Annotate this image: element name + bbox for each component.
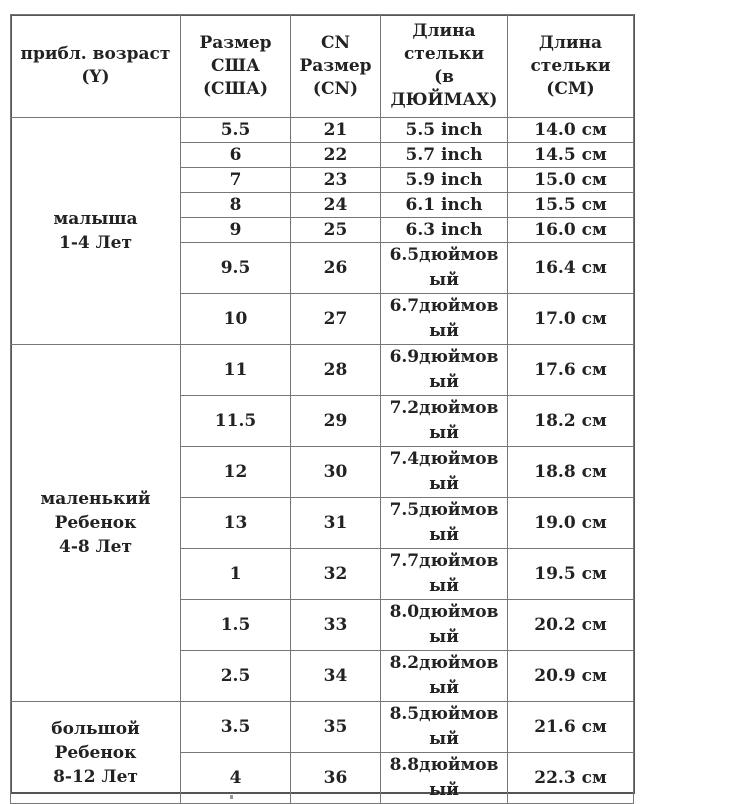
cm-cell: 18.8 см xyxy=(508,447,634,498)
cn-size-cell: 31 xyxy=(291,498,381,549)
cm-cell: 20.9 см xyxy=(508,651,634,702)
cm-cell: 18.2 см xyxy=(508,396,634,447)
us-size-cell: 10 xyxy=(181,294,291,345)
inch-value: 7.5дюймов ый xyxy=(389,500,499,545)
cn-size-cell: 34 xyxy=(291,651,381,702)
cn-size-cell: 32 xyxy=(291,549,381,600)
inch-cell xyxy=(381,243,508,294)
inch-cell xyxy=(381,702,508,753)
cm-cell: 19.0 см xyxy=(508,498,634,549)
cm-cell: 15.0 см xyxy=(508,168,634,193)
cm-cell: 19.5 см xyxy=(508,549,634,600)
cn-size-cell: 36 xyxy=(291,753,381,804)
us-size-cell: 5.5 xyxy=(181,118,291,143)
cn-size-cell: 26 xyxy=(291,243,381,294)
us-size-cell: 13 xyxy=(181,498,291,549)
cn-size-cell: 27 xyxy=(291,294,381,345)
cn-size-cell: 28 xyxy=(291,345,381,396)
cm-cell: 20.2 см xyxy=(508,600,634,651)
inch-cell: 6.1 inch xyxy=(381,193,508,218)
us-size-cell: 9 xyxy=(181,218,291,243)
inch-value: 8.2дюймов ый xyxy=(389,653,499,698)
cn-size-cell: 35 xyxy=(291,702,381,753)
inch-value: 7.2дюймов ый xyxy=(389,398,499,443)
inch-cell xyxy=(381,549,508,600)
header-row xyxy=(11,15,634,118)
us-size-cell: 11.5 xyxy=(181,396,291,447)
cm-cell: 16.0 см xyxy=(508,218,634,243)
cm-cell: 21.6 см xyxy=(508,702,634,753)
us-size-cell: 7 xyxy=(181,168,291,193)
us-size-cell: 6 xyxy=(181,143,291,168)
us-size-cell: 3.5 xyxy=(181,702,291,753)
age-group-cell: малыша 1-4 Лет xyxy=(11,118,181,345)
header-cn-size: CN Размер (CN) xyxy=(291,15,381,118)
inch-value: 7.4дюймов ый xyxy=(389,449,499,494)
inch-cell xyxy=(381,345,508,396)
age-group-cell: большой Ребенок 8-12 Лет xyxy=(11,702,181,804)
inch-value: 8.8дюймов ый xyxy=(389,755,499,800)
inch-value: 6.9дюймов ый xyxy=(389,347,499,392)
us-size-cell: 12 xyxy=(181,447,291,498)
cm-cell: 16.4 см xyxy=(508,243,634,294)
cm-cell: 14.0 см xyxy=(508,118,634,143)
table-row xyxy=(11,118,634,143)
inch-cell xyxy=(381,396,508,447)
us-size-cell: 1.5 xyxy=(181,600,291,651)
inch-value: 8.5дюймов ый xyxy=(389,704,499,749)
inch-cell: 5.7 inch xyxy=(381,143,508,168)
table-row xyxy=(11,702,634,753)
inch-cell: 6.3 inch xyxy=(381,218,508,243)
inch-cell xyxy=(381,753,508,804)
cm-cell: 17.6 см xyxy=(508,345,634,396)
table-row xyxy=(11,345,634,396)
cn-size-cell: 25 xyxy=(291,218,381,243)
cn-size-cell: 21 xyxy=(291,118,381,143)
inch-cell xyxy=(381,651,508,702)
inch-cell xyxy=(381,447,508,498)
header-us-size: Размер США (США) xyxy=(181,15,291,118)
cn-size-cell: 24 xyxy=(291,193,381,218)
inch-value: 6.7дюймов ый xyxy=(389,296,499,341)
inch-value: 6.5дюймов ый xyxy=(389,245,499,290)
cm-cell: 14.5 см xyxy=(508,143,634,168)
inch-value: 8.0дюймов ый xyxy=(389,602,499,647)
cm-cell: 17.0 см xyxy=(508,294,634,345)
cm-cell: 15.5 см xyxy=(508,193,634,218)
cn-size-cell: 22 xyxy=(291,143,381,168)
inch-cell xyxy=(381,600,508,651)
us-size-cell: 9.5 xyxy=(181,243,291,294)
inch-value: 7.7дюймов ый xyxy=(389,551,499,596)
us-size-cell: 11 xyxy=(181,345,291,396)
size-chart-table xyxy=(10,14,634,804)
us-size-cell: 1 xyxy=(181,549,291,600)
cn-size-cell: 30 xyxy=(291,447,381,498)
age-group-cell: маленький Ребенок 4-8 Лет xyxy=(11,345,181,702)
inch-cell: 5.5 inch xyxy=(381,118,508,143)
header-age: прибл. возраст (Y) xyxy=(11,15,181,118)
us-size-cell: 4 xyxy=(181,753,291,804)
cn-size-cell: 29 xyxy=(291,396,381,447)
cn-size-cell: 23 xyxy=(291,168,381,193)
stray-mark xyxy=(230,795,233,799)
header-insole-cm: Длина стельки (СМ) xyxy=(508,15,634,118)
cn-size-cell: 33 xyxy=(291,600,381,651)
us-size-cell: 2.5 xyxy=(181,651,291,702)
inch-cell xyxy=(381,294,508,345)
inch-cell: 5.9 inch xyxy=(381,168,508,193)
inch-cell xyxy=(381,498,508,549)
cm-cell: 22.3 см xyxy=(508,753,634,804)
header-insole-inch: Длина стельки (в ДЮЙМАХ) xyxy=(381,15,508,118)
us-size-cell: 8 xyxy=(181,193,291,218)
